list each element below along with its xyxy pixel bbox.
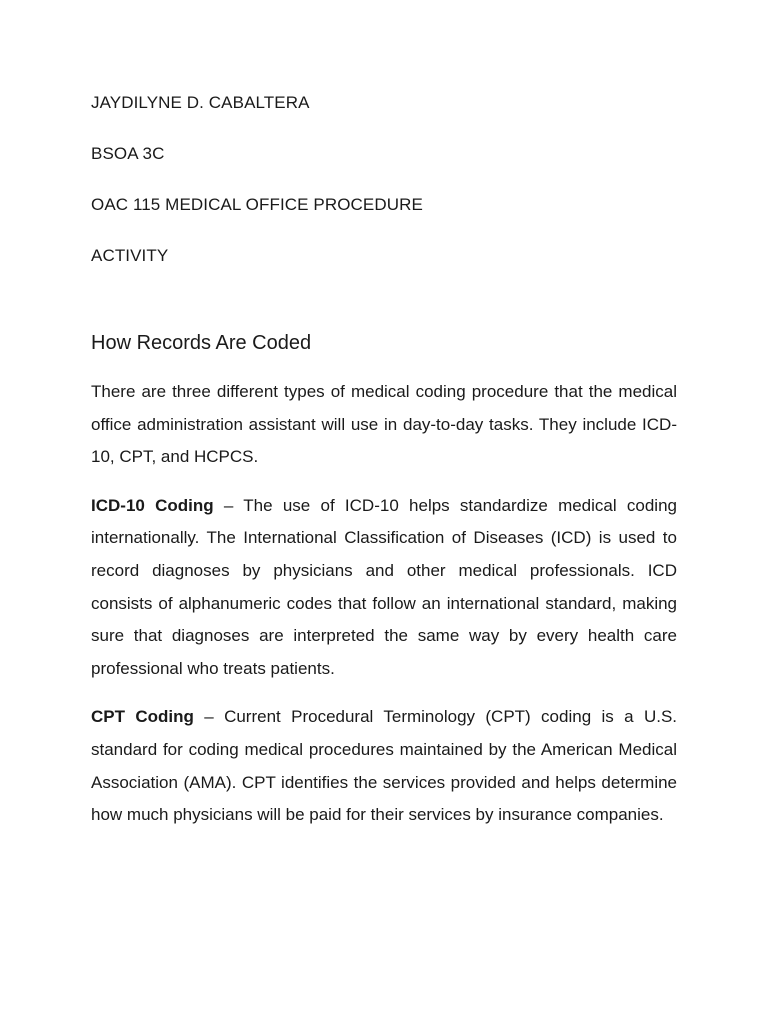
icd10-text: The use of ICD-10 helps standardize medical coding internationally. The International Classification of Diseases (ICD) is used to record diagnoses by physicians and other medical professionals. ICD consists of alphanumeric codes that follow an international standard, making sure that diagnoses are interpreted the same way by every health care professional who treats patients.	[91, 495, 677, 678]
course-title: OAC 115 MEDICAL OFFICE PROCEDURE	[91, 195, 423, 214]
cpt-paragraph	[91, 701, 677, 831]
document-body	[91, 90, 677, 848]
student-section: BSOA 3C	[91, 144, 165, 163]
icd10-dash: –	[213, 495, 244, 515]
activity-label: ACTIVITY	[91, 246, 169, 265]
icd10-term: ICD-10 Coding	[91, 495, 214, 515]
section-heading: How Records Are Coded	[91, 332, 312, 354]
cpt-text: Current Procedural Terminology (CPT) coding is a U.S. standard for coding medical procedures maintained by the American Medical Association (AMA). CPT identifies the services provided and helps determine how much physicians will be paid for their services by insurance companies.	[91, 707, 678, 825]
cpt-dash: –	[193, 707, 225, 727]
intro-paragraph: There are three different types of medical coding procedure that the medical office administration assistant will use in day-to-day tasks. They include ICD-10, CPT, and HCPCS.	[91, 382, 677, 467]
cpt-term: CPT Coding	[91, 707, 194, 727]
student-name: JAYDILYNE D. CABALTERA	[91, 93, 310, 112]
icd10-paragraph	[91, 490, 677, 686]
